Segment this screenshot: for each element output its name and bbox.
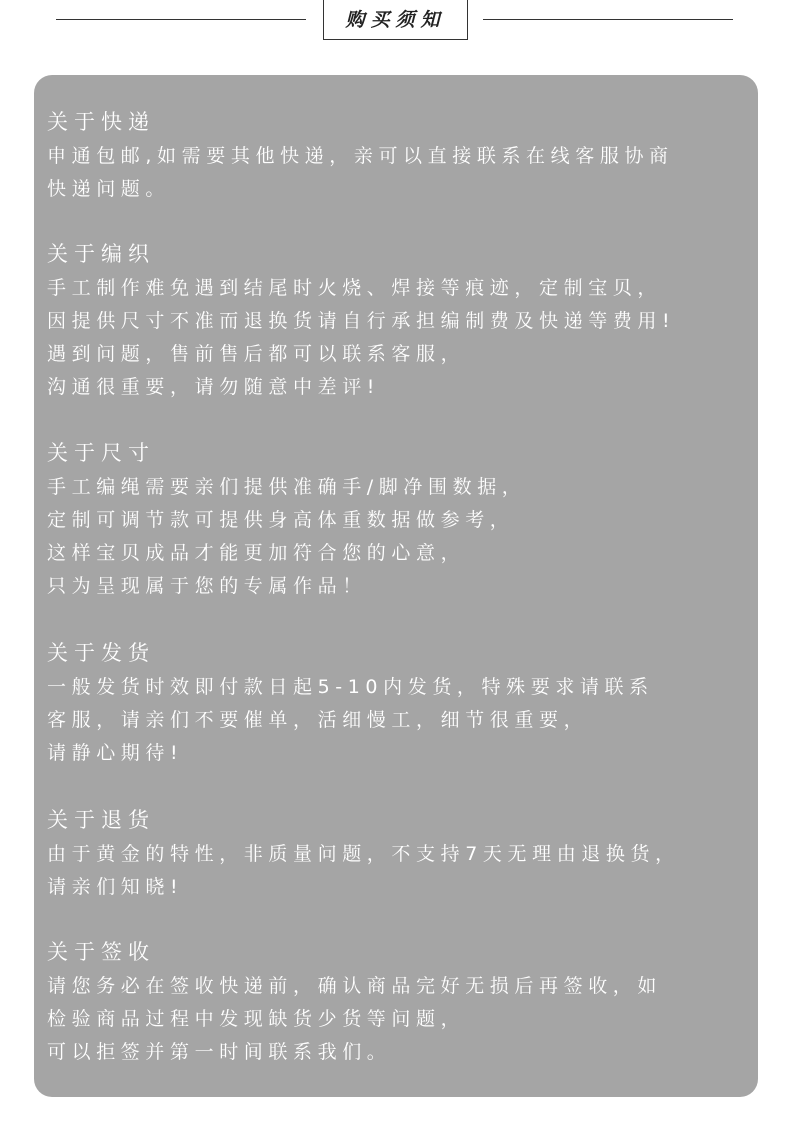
section-shipping (47, 107, 752, 206)
page-title: 购买须知 (323, 0, 468, 40)
section-text-line: 定制可调节款可提供身高体重数据做参考， (47, 509, 515, 531)
section-text-line: 一般发货时效即付款日起5-10内发货，特殊要求请联系 (47, 676, 654, 698)
section-receipt (47, 937, 752, 1069)
header-divider-left (56, 19, 306, 20)
section-text-line: 请您务必在签收快递前，确认商品完好无损后再签收，如 (47, 975, 663, 997)
section-heading: 关于编织 (47, 242, 155, 266)
notice-panel (34, 75, 758, 1097)
section-text-line: 客服，请亲们不要催单，活细慢工，细节很重要， (47, 709, 589, 731)
section-weaving (47, 239, 752, 404)
section-heading: 关于退货 (47, 808, 155, 832)
section-returns (47, 805, 752, 904)
section-text-line: 手工编绳需要亲们提供准确手/脚净围数据， (47, 476, 527, 498)
section-size (47, 438, 752, 603)
section-text-line: 由于黄金的特性，非质量问题，不支持7天无理由退换货， (47, 843, 680, 865)
section-heading: 关于发货 (47, 641, 155, 665)
section-text-line: 检验商品过程中发现缺货少货等问题， (47, 1008, 466, 1030)
section-text-line: 请亲们知晓! (47, 876, 184, 898)
section-text-line: 因提供尺寸不准而退换货请自行承担编制费及快递等费用! (47, 310, 676, 332)
section-text-line: 沟通很重要，请勿随意中差评! (47, 376, 381, 398)
section-heading: 关于尺寸 (47, 441, 155, 465)
section-text-line: 只为呈现属于您的专属作品！ (47, 575, 367, 597)
header-divider-right (483, 19, 733, 20)
section-text-line: 这样宝贝成品才能更加符合您的心意， (47, 542, 466, 564)
section-text-line: 遇到问题，售前售后都可以联系客服， (47, 343, 466, 365)
section-text-line: 手工制作难免遇到结尾时火烧、焊接等痕迹，定制宝贝， (47, 277, 663, 299)
section-text-line: 快递问题。 (47, 178, 171, 200)
section-text-line: 可以拒签并第一时间联系我们。 (47, 1041, 392, 1063)
section-heading: 关于签收 (47, 940, 155, 964)
section-text-line: 请静心期待! (47, 742, 184, 764)
section-delivery (47, 638, 752, 770)
section-heading: 关于快递 (47, 110, 155, 134)
section-text-line: 申通包邮,如需要其他快递，亲可以直接联系在线客服协商 (47, 145, 674, 167)
